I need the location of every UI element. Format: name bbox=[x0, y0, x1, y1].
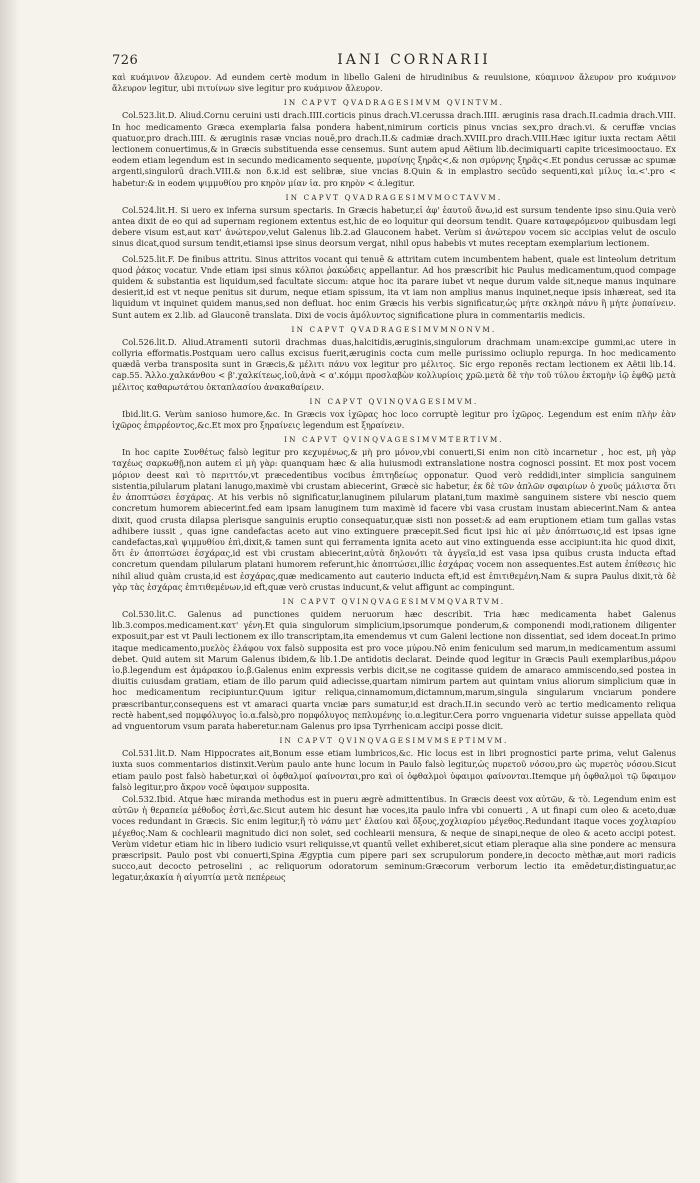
running-title: IANI CORNARII bbox=[337, 52, 491, 68]
section-paragraph: Col.524.lit.H. Si uero ex inferna sursum spectaris. In Græcis habetur,εἰ ἀφ' ἑαυτοῦ ἄνω,id est sursum tendente ipso sinu.Quia verò antea dixit de eo qui ad supernam regionem extentus est,hic de eo loquitur qui deorsum tendit. Quare καταφερόμενον quibusdam legi debere visum est,aut κατ' ἀνώτερον,velut Galenus lib.2.ad Glauconem habet. Verùm si ἀνώτερον vocem sic accipias velut de osculo sinus dicat,quod sursum tendit,etiamsi ipse sinus deorsum vergat, nihil opus habebis vt mutes receptam exemplarium lectionem. bbox=[112, 204, 676, 249]
section-cap-45 bbox=[112, 98, 676, 188]
section-cap-53 bbox=[112, 435, 676, 593]
section-cap-49 bbox=[112, 325, 676, 393]
section-cap-48-cont bbox=[112, 254, 676, 321]
section-paragraph: In hoc capite Συνθέτως falsò legitur pro κεχυμένως,& μὴ pro μόνον,vbi conuerti,Si enim non citò incarnetur , hoc est, μὴ γὰρ ταχέως σαρκωθῇ,non autem εἰ μὴ γὰρ: quanquam hæc & alia huiusmodi extranslatione nostra cognosci possint. Et mox post vocem μόριον deest καὶ τὸ περιττόν,vt præcedentibus vocibus ἐπιτηδείως opponatur. Quod verò reddidi,inter simplicia sanguinem sistentia,pilularum platani lanugo,maximè vbi crustam abiecerint, Græcè sic habetur, ἐκ δὲ τῶν ἁπλῶν σφαιρίων ὁ χνοῦς μάλιστα ὅτι ἐν ἀποπτώσει ἐσχάρας. At his verbis nō significatur,lanuginem pilularum platani,tum maximè sanguinem sistere vbi nescio quem concretum humorem abiecerint.fed eam ipsam lanuginem tum maximè id facere vbi vasa crustam inustam abiecerint.Nam & antea dixit, quod crusta dilapsa plerisque sanguinis eruptio consequatur,quæ sisti non posset:& ad eam eruptionem etiam tum gallas vstas adhibere iussit , quas igne candefactas aceto aut vino extinguere præcepit.Sed ficut ipsi hic αἱ μὲν ἀπόπτωσις,id est ipsas igne candefactas,καὶ ψιμμυθίου ἐπὶ,dixit,& tamen sunt qui ferramenta ignita aceto aut vino extinguenda esse accipiunt:ita hic quod dixit, ὅτι ἐν ἀποπτώσει ἐσχάρας,id est vbi crustam abiecerint,αὐτὰ δηλονότι τὰ ἀγγεῖα,id est vasa ipsa quibus crusta inducta eftad concretum quendam pilularum platani humorem referunt,hic ἀποπτώσει,illic ἐσχάρας vocem non assequentes.Est autem ἐπίθεσις hic nihil aliud quàm crusta,id est ἐσχάρας,quæ medicamento aut cauterio inducta eft,id est ἐπιτιθεμένη.Nam & supra Paulus dixit,τὰ δὲ γὰρ τὰς ἐσχάρας ἐπιτιθεμένων,id eft,quæ verò crustas inducunt,& velut affigunt ac compingunt. bbox=[112, 447, 676, 592]
section-paragraph: Col.530.lit.C. Galenus ad punctiones quidem neruorum hæc describit. Tria hæc medicamenta habet Galenus lib.3.compos.medicament.κατ' γένη.Et quia singulorum simplicium,ipsorumque ponderum,& componendi modi,rationem diligenter exposuit,par est vt Pauli lectionem ex illo transcriptam,ita emendemus vt cum Galeni lectione non dissentiat, sed idem doceat.In primo itaque medicamento,μυελὸς ἐλάφου vox falsò supposita est pro voce μύρου.Nō enim feniculum sed marum,in medicamentum assumi debet. Quid autem sit Marum Galenus ibidem,& lib.1.De antidotis declarat. Deinde quod legitur in Græcis Pauli exemplaribus,μάρου ἰο.β.legendum est ἀμάρακου ἰο.β.Galenus enim expressis verbis dicit,se ne cogitasse quidem de amaraco ammiscendo,sed postea in diuitis cuiusdam gratiam, etiam de illo parum quid adiecisse,quartam nimirum partem aut quintam vnius aliorum simplicium quæ in hoc medicamentum recipiuntur.Quum igitur reliqua,cinnamomum,dictamnum,marum,singula singularum vnciarum pondere præscribantur,consequens est vt amaraci quarta vnciæ pars sumatur,id est drach.II.in secundo verò ac tertio medicamento reliqua rectè habent,sed πομφόλυγος ἰο.α.falsò,pro πομφόλυγος πεπλυμένης ἰο.α.legitur.Cera porro vnguenaria videtur suisse appellata quòd ad vnguentorum vsum parata haberetur.nam Galenus pro ipsa Tyrrhenicam accipi posse dicit. bbox=[112, 608, 676, 731]
gutter-shadow bbox=[0, 0, 20, 1183]
section-cap-48 bbox=[112, 193, 676, 250]
section-cap-54 bbox=[112, 597, 676, 732]
section-paragraph: Col.526.lit.D. Aliud.Atramenti sutorii drachmas duas,halcitidis,æruginis,singulorum drachmam unam:excipe gummi,ac utere in collyria efformatis.Postquam uero callus excisus fuerit,æruginis cocta cum melle purissimo ocliuplo repurga. In hoc medicamento quædā verba transposita sunt in Græcis,& μέλιτι πάνυ vox legitur pro μέλιτος. Sic ergo reponēs rectam lectionem ex Aëtii lib.14. cap.55. Ἄλλο.χαλκάνθου < β'.χαλκίτεως,ἰοῦ,ἀνὰ < α'.κόμμι προσλαβὼν κολλυρίοις χρῶ.μετὰ δὲ τὴν τοῦ τύλου ἐκτομὴν ἰῷ ἑφθῷ μετὰ μέλιτος καθαρωτάτου ὀκταπλασίου ἀνακαθαίρειν. bbox=[112, 336, 676, 392]
section-paragraph: Col.523.lit.D. Aliud.Cornu ceruini usti drach.IIII.corticis pinus drach.VI.cerussa drach.IIII. æruginis rasa drach.II.cadmia drach.VIII. In hoc medicamento Græca exemplaria falsa pondera habent,nimirum corticis pinus vncias sex,pro drach.vi. & ceruffæ vncias quatuor,pro drach.IIII. & æruginis rasæ vncias nouē,pro drach.II.& cadmiæ drach.XVIII.pro drach.VIII.Hæc igitur iuxta rectam Aëtii lectionem conuertimus,& in Græcis substituenda esse censemus. Sunt autem apud Aëtium lib.decimiquarti capite tricesimooctauo. Ex eodem etiam legendum est in secundo medicamento sequente, μυρσίνης ξηρᾶς<,& non σμύρνης ξηρᾶς<.Et pondus cerussæ ac spumæ argenti,singulorū drach.VIII.& non δ.κ.id est selibræ, siue vncias 8.Quin & in emplastro secūdo sequenti,καὶ μίλυς ἰα.<'.pro < habetur:& in eodem ψιμμυθίου pro κηρὸν μίαν ἰα. pro κηρὸν < ἀ.legitur. bbox=[112, 110, 676, 188]
section-heading: IN CAPVT QVINQVAGESIMVM. bbox=[309, 396, 479, 406]
section-paragraph: Col.531.lit.D. Nam Hippocrates ait,Bonum esse etiam lumbricos,&c. Hic locus est in libri prognostici parte prima, velut Galenus iuxta suos commentarios distinxit.Verùm paulo ante hunc locum in Paulo falsò legitur,ὡς πυρετοῦ νόσου,pro ὡς πυρετὸς νόσου.Sicut etiam paulo post falsò habetur,καὶ οἱ ὀφθαλμοί φαίνονται,pro καὶ οἱ ὀφθαλμοὶ ὑφαιμοι φαίνονται.Itemque μὴ ὀφθαλμοὶ τῷ ὕφαιμον falsò legitur,pro ἄκρον vocē ὑφαιμον supposita. bbox=[112, 748, 676, 792]
lead-text: καὶ κυάμινον ἄλευρον. Ad eundem certè modum in libello Galeni de hirudinibus & reuulsione, κύαμινον ἄλευρον pro κυάμινον ἄλευρον legitur, ubi πιτυίνων sive legitur pro κυάμινον ἄλευρον. bbox=[112, 72, 676, 94]
section-heading: IN CAPVT QVINQVAGESIMVMQVARTVM. bbox=[282, 596, 506, 606]
section-paragraph: Ibid.lit.G. Verùm sanioso humore,&c. In Græcis vox ἰχῶρας hoc loco corruptè legitur pro ἰχῶρος. Legendum est enim πλὴν ἐὰν ἰχῶρος ἐπιρρέοντος,&c.Et mox pro ξηραίνεις legendum est ξηραίνειν. bbox=[112, 408, 676, 431]
section-heading: IN CAPVT QVINQVAGESIMVMTERTIVM. bbox=[284, 435, 504, 445]
section-heading: IN CAPVT QVADRAGESIMVM QVINTVM. bbox=[283, 98, 505, 108]
page-number: 726 bbox=[112, 53, 139, 68]
section-heading: IN CAPVT QVADRAGESIMVMOCTAVVM. bbox=[285, 192, 503, 202]
section-cap-57 bbox=[112, 736, 676, 883]
running-head bbox=[112, 52, 676, 68]
section-heading: IN CAPVT QVINQVAGESIMVMSEPTIMVM. bbox=[279, 736, 509, 746]
section-cap-50 bbox=[112, 397, 676, 431]
section-heading: IN CAPVT QVADRAGESIMVMNONVM. bbox=[291, 324, 497, 334]
section-paragraph: Col.532.Ibid. Atque hæc miranda methodus est in pueru ægrè admittentibus. In Græcis deest vox αὐτῶν, & τὸ. Legendum enim est αὐτῶν ἡ θεραπεία μέθοδος ἐστὶ,&c.Sicut autem hic desunt hæ voces,ita paulo infra vbi conuerti , A ut finapi cum oleo & aceto,duæ voces redundant in Græcis. Sic enim legitur,ἢ τὸ νάπυ μετ' ἐλαίου καὶ ὄξους,χοχλιαρίου μέγεθος.Redundant itaque voces χοχλιαρίου μέγεθος.Nam & cochlearii magnitudo dici non solet, sed cochlearii mensura, & neque de sinapi,neque de oleo & aceto accipi potest. Verùm videtur etiam hic in libero iudicio vsuri reliquisse,vt quantū vellet exhiberet,sicut etiam pleraque alia sine pondere ac mensura præscripsit. Paulo post vbi conuerti,Spina Ægyptia cum pipere pari sex scrupulorum pondere,in decocto mèthæ,aut mori radicis succo,aut decocto petroselini , ac reliquorum odoratorum seminum:Græcorum verborum lectio ita emēdetur,distinguatur,ac legatur,ἀκακία ἡ αἰγυπτία μετὰ πεπέρεως bbox=[112, 793, 676, 883]
section-paragraph: Col.525.lit.F. De finibus attritu. Sinus attritos vocant qui tenuē & attritam cutem incumbentem habent, quale est linteolum detritum quod ῥάκος vocatur. Vnde etiam ipsi sinus κόλποι ῥακώδεις appellantur. Ad hos præscribit hic Paulus medicamentum,quod compage quidem & substantia est liquidum,sed facultate siccum: atque hoc ita parare iubet vt neque durum valde sit,neque manus inquinare desierit,id est vt neque penitus sit durum, neque etiam spissum, ita vt iam non amplius manus inquinet,neque ipsis inhæreat, sed ita liquidum vt inquinet quidem manus,sed non defluat. hoc enim Græcis his verbis significatur,ὡς μήτε σκληρὰ πάνυ ἢ μήτε ῥυπαίνειν. Sunt autem ex 2.lib. ad Glauconē translata. Dixi de vocis ἀμόλυντος significatione plura in commentariis medicis. bbox=[112, 253, 676, 320]
